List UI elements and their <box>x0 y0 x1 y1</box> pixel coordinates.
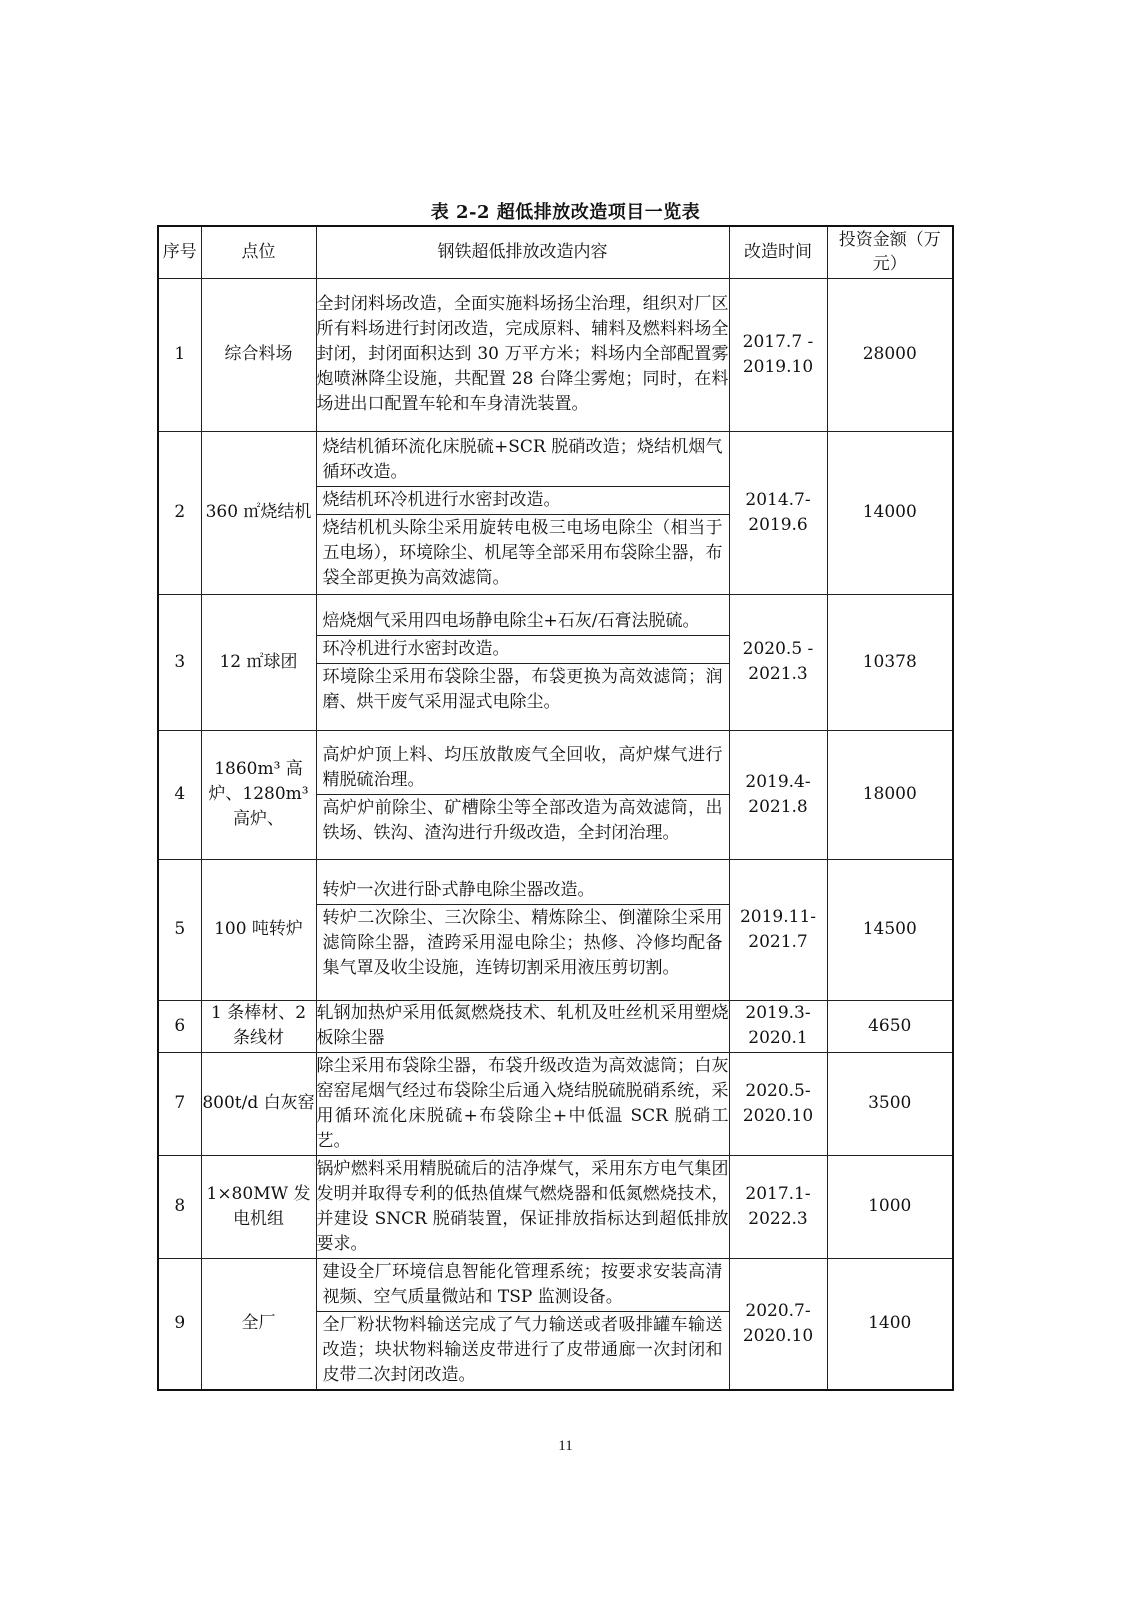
table-row <box>158 859 953 1000</box>
table-row <box>158 730 953 859</box>
seq-cell: 3 <box>158 594 201 730</box>
location-cell: 综合料场 <box>201 278 316 431</box>
seq-cell: 9 <box>158 1258 201 1390</box>
table-header-row <box>158 226 953 278</box>
location-cell: 1860m³ 高炉、1280m³ 高炉、 <box>201 730 316 859</box>
header-location: 点位 <box>201 226 316 278</box>
investment-cell: 1000 <box>827 1155 953 1258</box>
seq-cell: 7 <box>158 1052 201 1155</box>
table-row <box>158 1155 953 1258</box>
table-row <box>158 431 953 594</box>
location-cell: 800t/d 白灰窑 <box>201 1052 316 1155</box>
content-cell: 除尘采用布袋除尘器，布袋升级改造为高效滤筒；白灰窑窑尾烟气经过布袋除尘后通入烧结脱硫脱硝系统，采用循环流化床脱硫+布袋除尘+中低温 SCR 脱硝工艺。 <box>316 1052 729 1155</box>
content-cell <box>316 1258 729 1390</box>
header-content: 钢铁超低排放改造内容 <box>316 226 729 278</box>
content-item: 烧结机机头除尘采用旋转电极三电场电除尘（相当于五电场），环境除尘、机尾等全部采用布袋除尘器，布袋全部更换为高效滤筒。 <box>317 514 729 592</box>
time-cell: 2017.1- 2022.3 <box>729 1155 827 1258</box>
content-item: 转炉一次进行卧式静电除尘器改造。 <box>322 880 595 900</box>
time-cell: 2020.5- 2020.10 <box>729 1052 827 1155</box>
table-row <box>158 1052 953 1155</box>
location-cell: 1×80MW 发电机组 <box>201 1155 316 1258</box>
time-cell: 2014.7- 2019.6 <box>729 431 827 594</box>
content-item: 焙烧烟气采用四电场静电除尘+石灰/石膏法脱硫。 <box>322 611 700 631</box>
content-item: 环冷机进行水密封改造。 <box>317 635 729 663</box>
emission-table <box>157 225 954 1391</box>
content-item: 全厂粉状物料输送完成了气力输送或者吸排罐车输送改造；块状物料输送皮带进行了皮带通廊一次封闭和皮带二次封闭改造。 <box>317 1311 729 1389</box>
content-cell: 锅炉燃料采用精脱硫后的洁净煤气，采用东方电气集团发明并取得专利的低热值煤气燃烧器和低氮燃烧技术，并建设 SNCR 脱硝装置，保证排放指标达到超低排放要求。 <box>316 1155 729 1258</box>
investment-cell: 14000 <box>827 431 953 594</box>
content-cell <box>316 594 729 730</box>
seq-cell: 6 <box>158 1000 201 1052</box>
time-cell: 2019.3- 2020.1 <box>729 1000 827 1052</box>
investment-cell: 3500 <box>827 1052 953 1155</box>
content-item: 烧结机循环流化床脱硫+SCR 脱硝改造；烧结机烟气循环改造。 <box>322 436 723 482</box>
content-item: 高炉炉前除尘、矿槽除尘等全部改造为高效滤筒，出铁场、铁沟、渣沟进行升级改造，全封闭治理。 <box>317 794 729 847</box>
table-caption: 表 2-2 超低排放改造项目一览表 <box>430 202 701 223</box>
content-item: 烧结机环冷机进行水密封改造。 <box>317 486 729 514</box>
location-cell: 全厂 <box>201 1258 316 1390</box>
investment-cell: 4650 <box>827 1000 953 1052</box>
content-item: 环境除尘采用布袋除尘器，布袋更换为高效滤筒；润磨、烘干废气采用湿式电除尘。 <box>317 663 729 716</box>
header-investment: 投资金额（万元） <box>827 226 953 278</box>
investment-cell: 1400 <box>827 1258 953 1390</box>
content-cell <box>316 730 729 859</box>
table-row <box>158 278 953 431</box>
header-seq: 序号 <box>158 226 201 278</box>
time-cell: 2017.7 - 2019.10 <box>729 278 827 431</box>
investment-cell: 10378 <box>827 594 953 730</box>
location-cell: 12 ㎡球团 <box>201 594 316 730</box>
investment-cell: 28000 <box>827 278 953 431</box>
content-cell: 全封闭料场改造，全面实施料场扬尘治理，组织对厂区所有料场进行封闭改造，完成原料、辅料及燃料料场全封闭，封闭面积达到 30 万平方米；料场内全部配置雾炮喷淋降尘设施，共配置 28 台降尘雾炮；同时，在料场进出口配置车轮和车身清洗装置。 <box>316 278 729 431</box>
table-row <box>158 1000 953 1052</box>
content-item: 转炉二次除尘、三次除尘、精炼除尘、倒灌除尘采用滤筒除尘器，渣跨采用湿电除尘；热修、冷修均配备集气罩及收尘设施，连铸切割采用液压剪切割。 <box>317 904 729 982</box>
table-row <box>158 1258 953 1390</box>
table-row <box>158 594 953 730</box>
content-cell: 轧钢加热炉采用低氮燃烧技术、轧机及吐丝机采用塑烧板除尘器 <box>316 1000 729 1052</box>
page-number: 11 <box>558 1438 573 1454</box>
time-cell: 2019.4- 2021.8 <box>729 730 827 859</box>
content-item: 高炉炉顶上料、均压放散废气全回收，高炉煤气进行精脱硫治理。 <box>322 745 723 790</box>
time-cell: 2019.11- 2021.7 <box>729 859 827 1000</box>
time-cell: 2020.5 - 2021.3 <box>729 594 827 730</box>
header-time: 改造时间 <box>729 226 827 278</box>
seq-cell: 5 <box>158 859 201 1000</box>
location-cell: 360 ㎡烧结机 <box>201 431 316 594</box>
location-cell: 100 吨转炉 <box>201 859 316 1000</box>
time-cell: 2020.7- 2020.10 <box>729 1258 827 1390</box>
content-item: 建设全厂环境信息智能化管理系统；按要求安装高清视频、空气质量微站和 TSP 监测设备。 <box>322 1261 723 1307</box>
investment-cell: 14500 <box>827 859 953 1000</box>
seq-cell: 2 <box>158 431 201 594</box>
seq-cell: 4 <box>158 730 201 859</box>
content-cell <box>316 431 729 594</box>
content-cell <box>316 859 729 1000</box>
seq-cell: 1 <box>158 278 201 431</box>
seq-cell: 8 <box>158 1155 201 1258</box>
location-cell: 1 条棒材、2 条线材 <box>201 1000 316 1052</box>
investment-cell: 18000 <box>827 730 953 859</box>
